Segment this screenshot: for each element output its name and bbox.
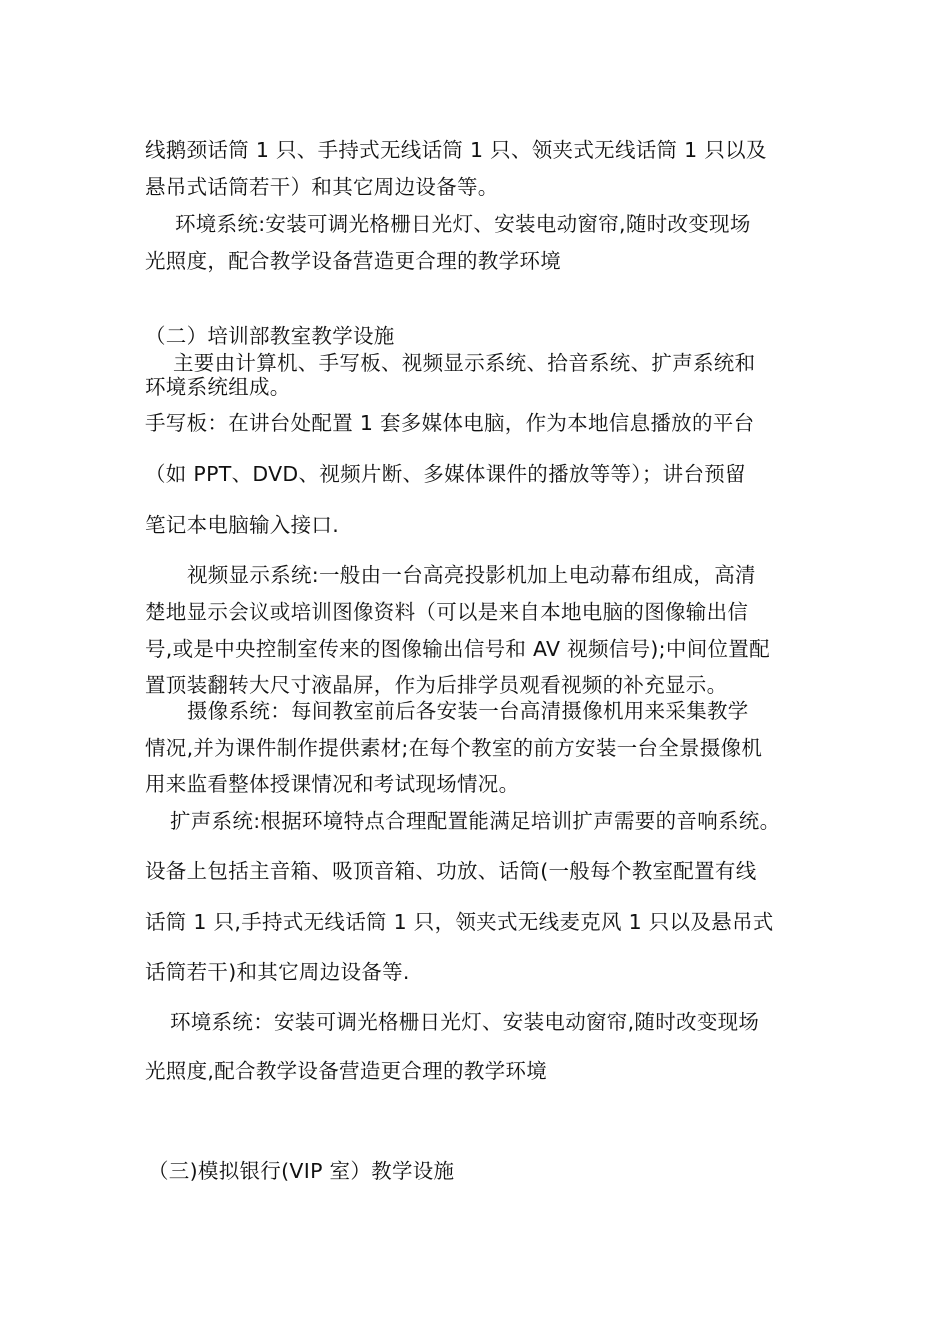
text-line: 摄像系统：每间教室前后各安装一台高清摄像机用来采集教学 bbox=[187, 699, 749, 723]
text-line: 环境系统:安装可调光格栅日光灯、安装电动窗帘,随时改变现场 bbox=[175, 212, 751, 236]
section-heading: （三)模拟银行(VIP 室）教学设施 bbox=[148, 1159, 455, 1183]
text-line: 主要由计算机、手写板、视频显示系统、拾音系统、扩声系统和 bbox=[173, 351, 756, 375]
text-line: 楚地显示会议或培训图像资料（可以是来自本地电脑的图像输出信 bbox=[145, 600, 749, 624]
text-line: 用来监看整体授课情况和考试现场情况。 bbox=[145, 772, 520, 796]
text-line: 视频显示系统:一般由一台高亮投影机加上电动幕布组成，高清 bbox=[187, 563, 756, 587]
text-line: 设备上包括主音箱、吸顶音箱、功放、话筒(一般每个教室配置有线 bbox=[145, 859, 757, 883]
text-line: 手写板：在讲台处配置 1 套多媒体电脑，作为本地信息播放的平台 bbox=[145, 411, 755, 435]
text-line: 笔记本电脑输入接口. bbox=[145, 513, 340, 537]
text-line: 悬吊式话筒若干）和其它周边设备等。 bbox=[145, 175, 499, 199]
text-line: 话筒若干)和其它周边设备等. bbox=[145, 960, 410, 984]
text-line: 环境系统：安装可调光格栅日光灯、安装电动窗帘,随时改变现场 bbox=[170, 1010, 760, 1034]
text-line: 置顶装翻转大尺寸液晶屏，作为后排学员观看视频的补充显示。 bbox=[145, 673, 728, 697]
text-line: 扩声系统:根据环境特点合理配置能满足培训扩声需要的音响系统。 bbox=[170, 809, 781, 833]
text-line: 光照度，配合教学设备营造更合理的教学环境 bbox=[145, 249, 561, 273]
section-heading: （二）培训部教室教学设施 bbox=[145, 324, 395, 348]
text-line: （如 PPT、DVD、视频片断、多媒体课件的播放等等）；讲台预留 bbox=[145, 462, 746, 486]
text-line: 号,或是中央控制室传来的图像输出信号和 AV 视频信号);中间位置配 bbox=[145, 637, 770, 661]
text-line: 话筒 1 只,手持式无线话筒 1 只，领夹式无线麦克风 1 只以及悬吊式 bbox=[145, 910, 774, 934]
text-line: 光照度,配合教学设备营造更合理的教学环境 bbox=[145, 1059, 548, 1083]
text-line: 情况,并为课件制作提供素材;在每个教室的前方安装一台全景摄像机 bbox=[145, 736, 763, 760]
text-line: 线鹅颈话筒 1 只、手持式无线话筒 1 只、领夹式无线话筒 1 只以及 bbox=[145, 138, 767, 162]
text-line: 环境系统组成。 bbox=[145, 375, 291, 399]
